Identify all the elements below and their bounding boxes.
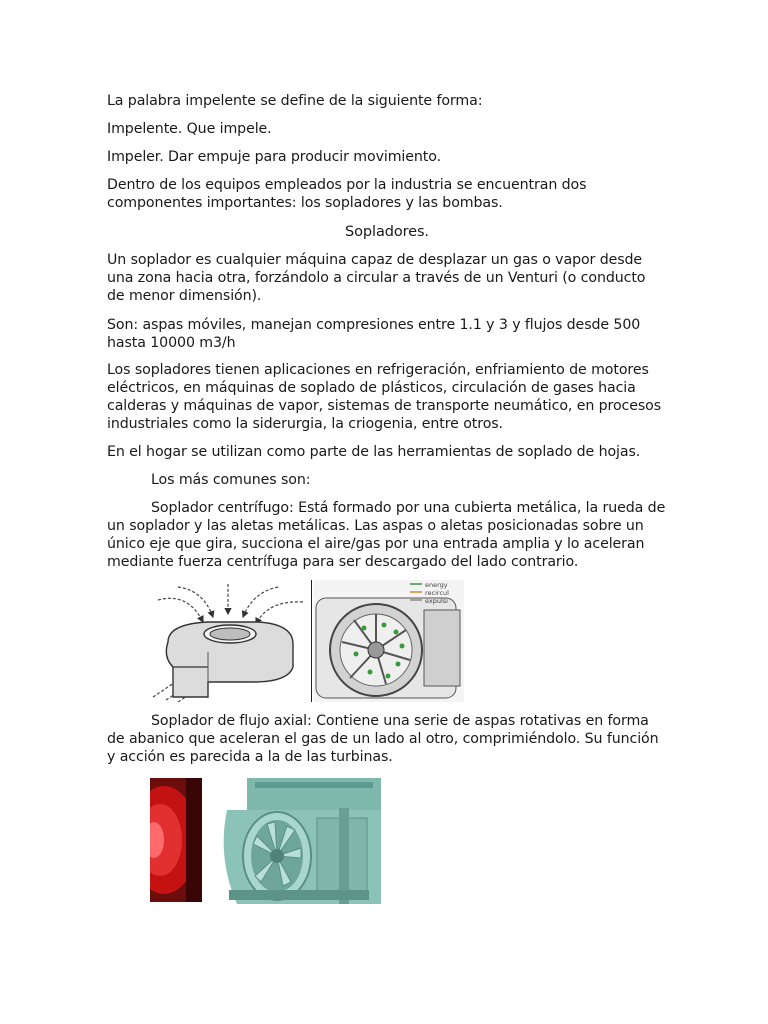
red-fan-photo	[150, 778, 202, 902]
paragraph-blower-definition: Un soplador es cualquier máquina capaz de desplazar un gas o vapor desde una zona hacia otra, forzándolo a circular a través de un Venturi (o conducto de menor dimensión).	[107, 252, 646, 304]
paragraph-centrifugal: Soplador centrífugo: Está formado por una cubierta metálica, la rueda de un soplador y las aletas metálicas. Las aspas o aletas posicionadas sobre un único eje que gira, succiona el aire/gas por una entrada amplia y lo aceleran mediante fuerza centrífuga para ser descargado del lado contrario.	[107, 500, 666, 570]
paragraph-blower-specs: Son: aspas móviles, manejan compresiones entre 1.1 y 3 y flujos desde 500 hasta 10000 m3/h	[107, 317, 641, 351]
axial-fan-photo	[217, 778, 381, 904]
centrifugal-blower-sketch	[148, 582, 308, 702]
impeller-cutaway-diagram	[314, 580, 464, 702]
paragraph-axial: Soplador de flujo axial: Contiene una serie de aspas rotativas en forma de abanico que aceleran el gas de un lado al otro, comprimiéndolo. Su función y acción es parecida a la de las turbinas.	[107, 713, 659, 765]
legend-recircul: recircul	[425, 589, 449, 597]
paragraph-common-types: Los más comunes son:	[151, 472, 311, 488]
paragraph-definition-intro: La palabra impelente se define de la siguiente forma:	[107, 93, 483, 109]
figure-divider	[311, 580, 312, 702]
section-heading: Sopladores.	[345, 224, 429, 240]
paragraph-home-use: En el hogar se utilizan como parte de las herramientas de soplado de hojas.	[107, 444, 641, 460]
legend-expulsi: expulsi	[425, 597, 448, 605]
paragraph-impeler: Impeler. Dar empuje para producir movimiento.	[107, 149, 441, 165]
legend-energy: energy	[425, 581, 448, 589]
paragraph-applications: Los sopladores tienen aplicaciones en refrigeración, enfriamiento de motores eléctricos, en máquinas de soplado de plásticos, circulación de gases hacia calderas y máquinas de vapor, sistemas de transporte neumático, en procesos industriales como la siderurgia, la criogenia, entre otros.	[107, 362, 662, 432]
paragraph-impelente: Impelente. Que impele.	[107, 121, 272, 137]
paragraph-equipment: Dentro de los equipos empleados por la industria se encuentran dos componentes importantes: los sopladores y las bombas.	[107, 177, 587, 211]
